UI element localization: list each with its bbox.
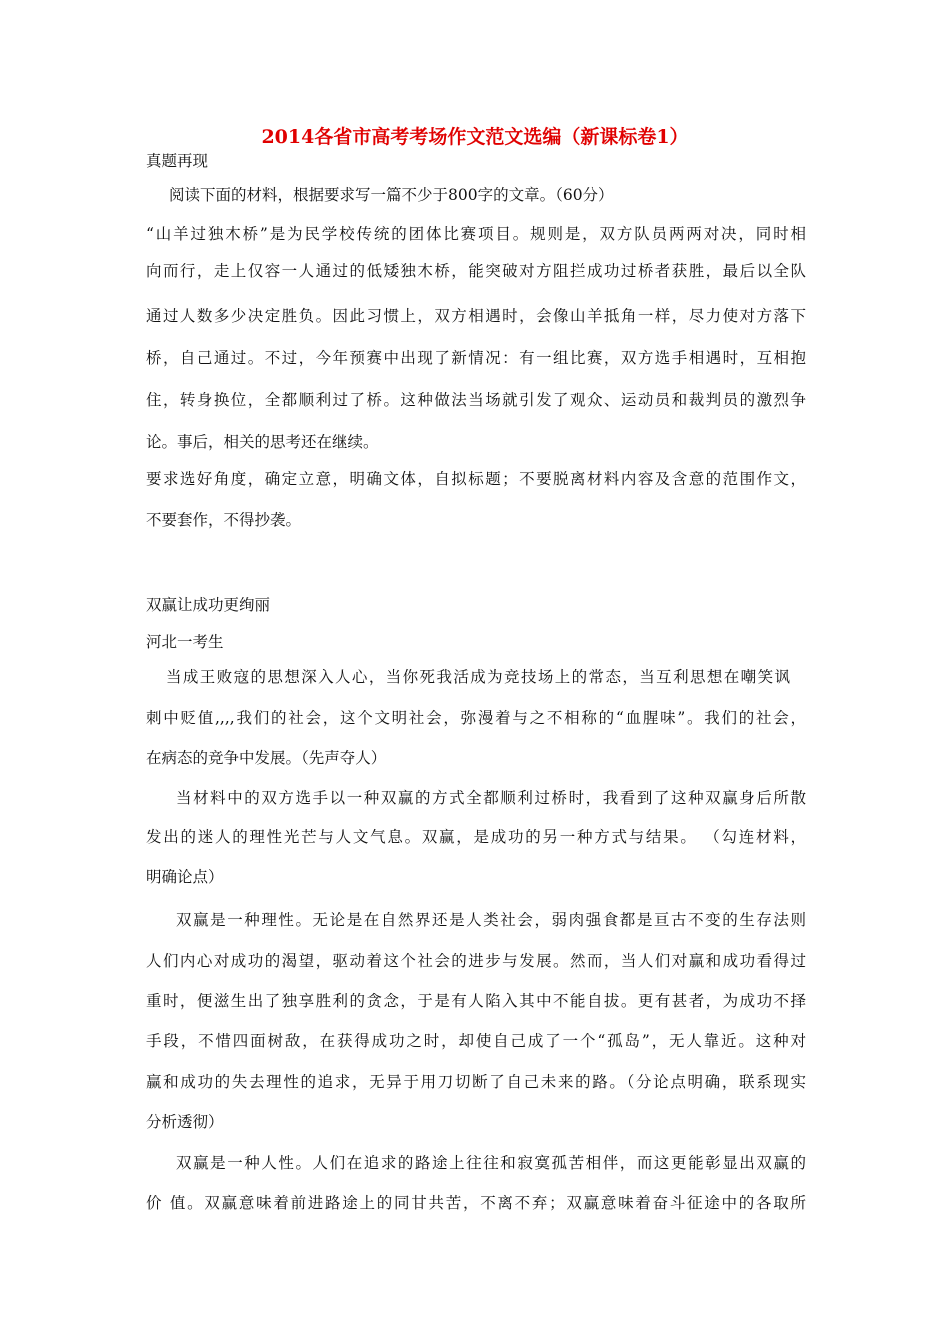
prompt-material-line: “山羊过独木桥”是为民学校传统的团体比赛项目。规则是，双方队员两两对决，同时相 [146,225,806,243]
prompt-instruction: 阅读下面的材料，根据要求写一篇不少于800字的文章。（60分） [169,186,614,204]
prompt-requirement-line: 要求选好角度，确定立意，明确文体，自拟标题；不要脱离材料内容及含意的范围作文， [146,470,806,488]
essay-paragraph-line: 刺中贬值,,,,我们的社会，这个文明社会，弥漫着与之不相称的“血腥味”。我们的社会， [146,709,806,727]
prompt-material-line: 通过人数多少决定胜负。因此习惯上，双方相遇时，会像山羊抵角一样，尽力使对方落下 [146,307,806,325]
document-title: 2014各省市高考考场作文范文选编（新课标卷1） [261,126,689,148]
prompt-material-line: 桥，自己通过。不过，今年预赛中出现了新情况：有一组比赛，双方选手相遇时，互相抱 [146,349,806,367]
prompt-material-line: 向而行，走上仅容一人通过的低矮独木桥，能突破对方阻拦成功过桥者获胜，最后以全队 [146,262,806,280]
essay-author: 河北一考生 [146,633,224,651]
essay-paragraph-line: 明确论点） [146,868,224,886]
prompt-material-line: 论。事后，相关的思考还在继续。 [146,433,379,451]
essay-paragraph-line: 分析透彻） [146,1113,224,1131]
essay-paragraph-line: 发出的迷人的理性光芒与人文气息。双赢，是成功的另一种方式与结果。 （勾连材料， [146,828,806,846]
essay-paragraph-line: 在病态的竞争中发展。（先声夺人） [146,749,387,767]
prompt-material-line: 住，转身换位，全都顺利过了桥。这种做法当场就引发了观众、运动员和裁判员的激烈争 [146,391,806,409]
essay-paragraph-line: 当成王败寇的思想深入人心，当你死我活成为竞技场上的常态，当互利思想在嘲笑讽 [166,668,790,686]
essay-paragraph-line: 人们内心对成功的渴望，驱动着这个社会的进步与发展。然而，当人们对赢和成功看得过 [146,952,806,970]
essay-paragraph-line: 双赢是一种理性。无论是在自然界还是人类社会，弱肉强食都是亘古不变的生存法则 [176,911,806,929]
essay-paragraph-line: 双赢是一种人性。人们在追求的路途上往往和寂寞孤苦相伴，而这更能彰显出双赢的 [176,1154,806,1172]
essay-paragraph-line: 赢和成功的失去理性的追求，无异于用刀切断了自己未来的路。（分论点明确，联系现实 [146,1073,806,1091]
section-heading: 真题再现 [146,152,209,170]
prompt-requirement-line: 不要套作，不得抄袭。 [146,511,302,529]
essay-paragraph-line: 价 值。双赢意味着前进路途上的同甘共苦，不离不弃；双赢意味着奋斗征途中的各取所 [146,1194,806,1212]
essay-title: 双赢让成功更绚丽 [146,596,271,614]
essay-paragraph-line: 当材料中的双方选手以一种双赢的方式全都顺利过桥时，我看到了这种双赢身后所散 [176,789,806,807]
essay-paragraph-line: 重时，便滋生出了独享胜利的贪念，于是有人陷入其中不能自拔。更有甚者，为成功不择 [146,992,806,1010]
essay-paragraph-line: 手段，不惜四面树敌，在获得成功之时，却使自己成了一个“孤岛”，无人靠近。这种对 [146,1032,806,1050]
